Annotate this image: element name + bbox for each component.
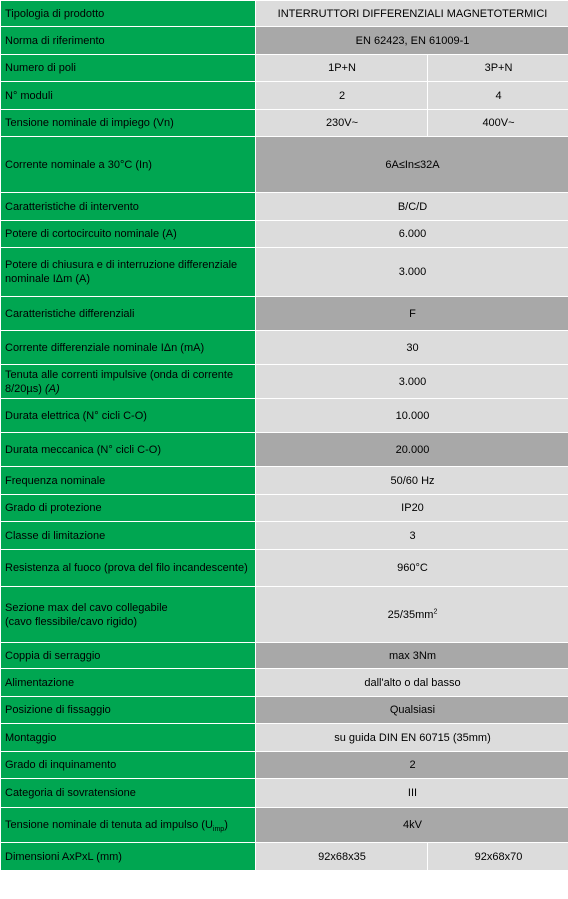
spec-table-body	[1, 1, 568, 871]
spec-label: Coppia di serraggio	[1, 643, 256, 669]
spec-value: 4	[428, 82, 568, 110]
spec-label: Classe di limitazione	[1, 522, 256, 550]
spec-value: 1P+N	[256, 55, 428, 82]
spec-value: Qualsiasi	[256, 697, 568, 724]
spec-value: 6.000	[256, 221, 568, 248]
spec-value: su guida DIN EN 60715 (35mm)	[256, 724, 568, 752]
spec-row	[1, 587, 568, 643]
spec-label: Potere di chiusura e di interruzione differenziale nominale IΔm (A)	[1, 248, 256, 297]
spec-value: B/C/D	[256, 193, 568, 221]
spec-label: Grado di inquinamento	[1, 752, 256, 779]
spec-value: 2	[256, 752, 568, 779]
spec-row	[1, 82, 568, 110]
spec-label: Categoria di sovratensione	[1, 779, 256, 808]
spec-row	[1, 724, 568, 752]
spec-value: 92x68x35	[256, 843, 428, 871]
spec-row	[1, 433, 568, 467]
spec-label: Tenuta alle correnti impulsive (onda di corrente 8/20µs) (A)	[1, 365, 256, 399]
spec-row	[1, 297, 568, 331]
spec-value: 960°C	[256, 550, 568, 587]
spec-row	[1, 331, 568, 365]
spec-row	[1, 467, 568, 495]
spec-value: EN 62423, EN 61009-1	[256, 27, 568, 55]
spec-row	[1, 550, 568, 587]
spec-row	[1, 193, 568, 221]
spec-row	[1, 843, 568, 871]
spec-label: Corrente nominale a 30°C (In)	[1, 137, 256, 193]
spec-label: Dimensioni AxPxL (mm)	[1, 843, 256, 871]
spec-value: max 3Nm	[256, 643, 568, 669]
spec-value: 20.000	[256, 433, 568, 467]
spec-label: Norma di riferimento	[1, 27, 256, 55]
spec-row	[1, 808, 568, 843]
spec-label: Grado di protezione	[1, 495, 256, 522]
spec-label: Sezione max del cavo collegabile (cavo flessibile/cavo rigido)	[1, 587, 256, 643]
spec-value: $25/35mm^2$	[256, 587, 568, 643]
spec-label: Tipologia di prodotto	[1, 1, 256, 27]
spec-value: INTERRUTTORI DIFFERENZIALI MAGNETOTERMICI	[256, 1, 568, 27]
spec-label: Caratteristiche differenziali	[1, 297, 256, 331]
spec-value: 6A≤In≤32A	[256, 137, 568, 193]
spec-row	[1, 697, 568, 724]
spec-label: Resistenza al fuoco (prova del filo incandescente)	[1, 550, 256, 587]
spec-label: Frequenza nominale	[1, 467, 256, 495]
spec-row	[1, 399, 568, 433]
spec-row	[1, 365, 568, 399]
spec-row	[1, 248, 568, 297]
spec-row	[1, 522, 568, 550]
spec-row	[1, 1, 568, 27]
spec-label: Corrente differenziale nominale IΔn (mA)	[1, 331, 256, 365]
spec-row	[1, 137, 568, 193]
spec-label: Durata elettrica (N° cicli C-O)	[1, 399, 256, 433]
spec-label: Durata meccanica (N° cicli C-O)	[1, 433, 256, 467]
spec-value: 50/60 Hz	[256, 467, 568, 495]
spec-label: Tensione nominale di impiego (Vn)	[1, 110, 256, 137]
spec-value: 92x68x70	[428, 843, 568, 871]
spec-value: III	[256, 779, 568, 808]
spec-value: dall'alto o dal basso	[256, 669, 568, 697]
spec-value: 30	[256, 331, 568, 365]
spec-value: 3.000	[256, 248, 568, 297]
spec-row	[1, 669, 568, 697]
spec-value: F	[256, 297, 568, 331]
spec-label: Alimentazione	[1, 669, 256, 697]
spec-row	[1, 55, 568, 82]
spec-label: Montaggio	[1, 724, 256, 752]
spec-value: 10.000	[256, 399, 568, 433]
spec-label: Potere di cortocircuito nominale (A)	[1, 221, 256, 248]
spec-row	[1, 779, 568, 808]
spec-label: Posizione di fissaggio	[1, 697, 256, 724]
spec-label: Caratteristiche di intervento	[1, 193, 256, 221]
spec-row	[1, 221, 568, 248]
spec-label: N° moduli	[1, 82, 256, 110]
spec-label: Numero di poli	[1, 55, 256, 82]
spec-value: 3P+N	[428, 55, 568, 82]
spec-value: 230V~	[256, 110, 428, 137]
spec-value: 3.000	[256, 365, 568, 399]
spec-value: 3	[256, 522, 568, 550]
spec-row	[1, 495, 568, 522]
spec-row	[1, 110, 568, 137]
spec-row	[1, 752, 568, 779]
spec-row	[1, 27, 568, 55]
spec-value: 2	[256, 82, 428, 110]
spec-value: 400V~	[428, 110, 568, 137]
spec-value: IP20	[256, 495, 568, 522]
spec-label: Tensione nominale di tenuta ad impulso $(U_{imp})$	[1, 808, 256, 843]
spec-row	[1, 643, 568, 669]
spec-value: 4kV	[256, 808, 568, 843]
